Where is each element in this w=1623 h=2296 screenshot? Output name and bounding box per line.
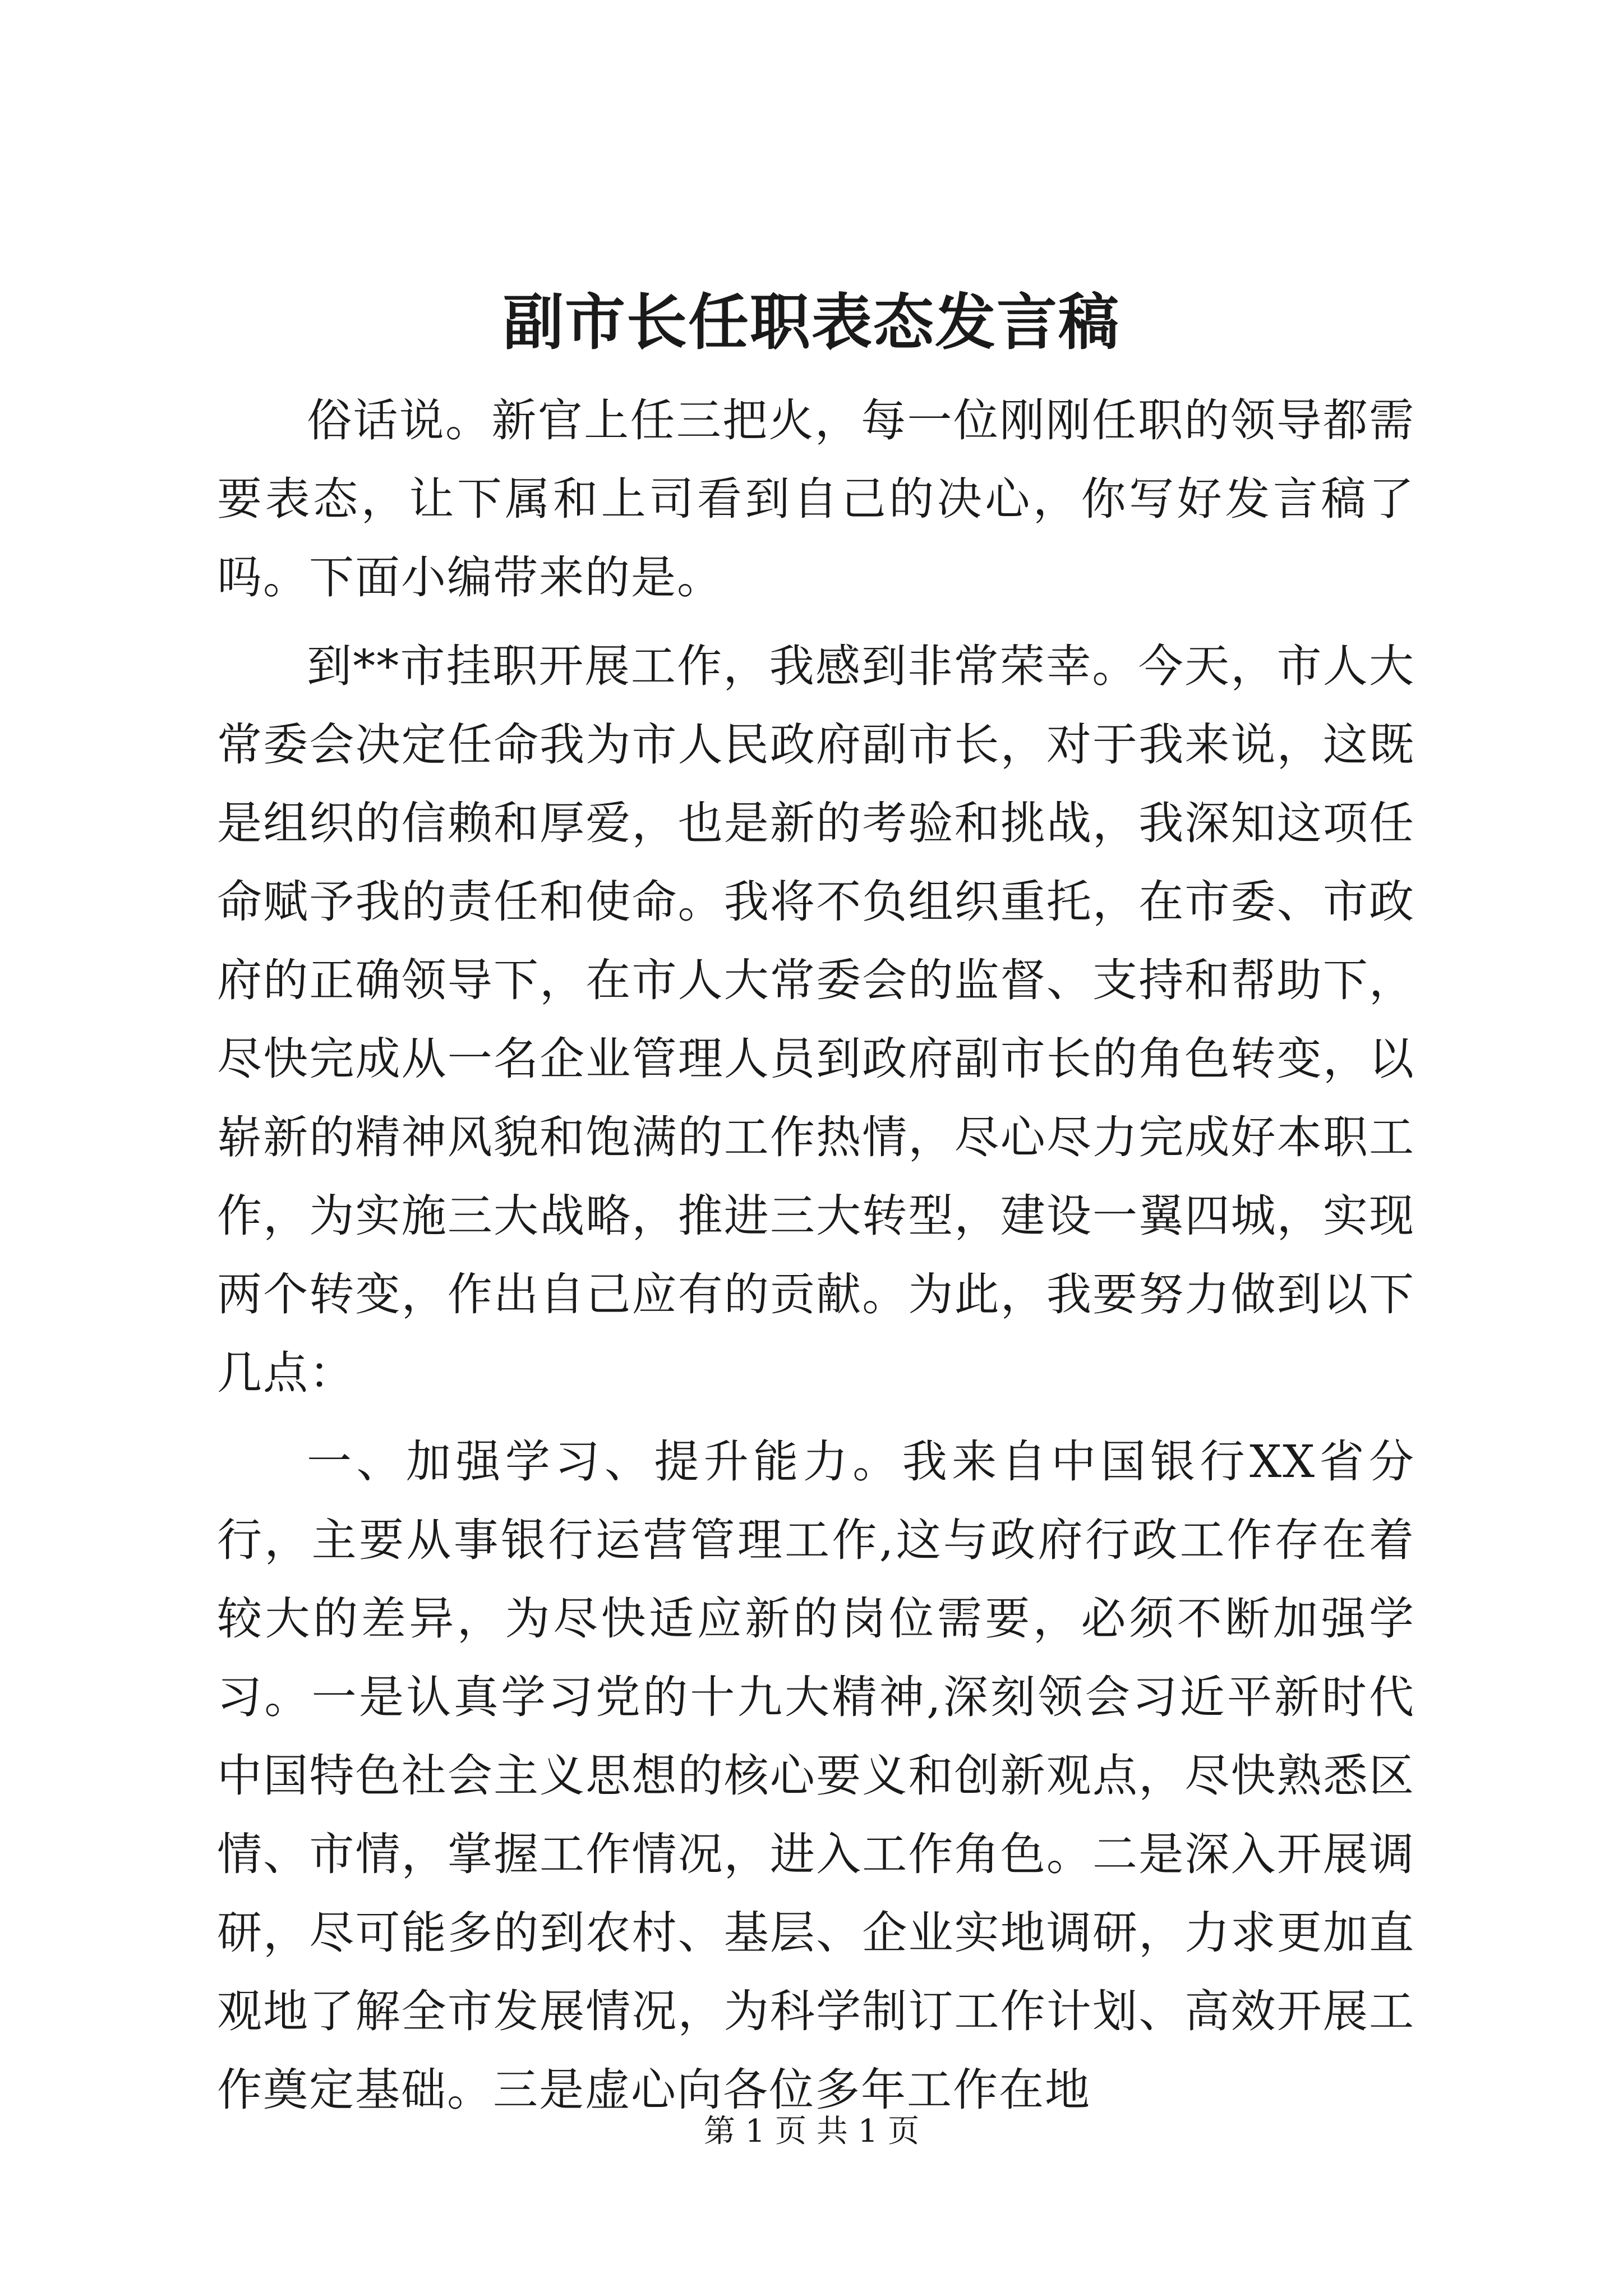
paragraph-appointment: 到**市挂职开展工作，我感到非常荣幸。今天，市人大常委会决定任命我为市人民政府副市长，对于我来说，这既是组织的信赖和厚爱，也是新的考验和挑战，我深知这项任命赋予我的责任和使命。我将不负组织重托，在市委、市政府的正确领导下，在市人大常委会的监督、支持和帮助下，尽快完成从一名企业管理人员到政府副市长的角色转变，以崭新的精神风貌和饱满的工作热情，尽心尽力完成好本职工作，为实施三大战略，推进三大转型，建设一翼四城，实现两个转变，作出自己应有的贡献。为此，我要努力做到以下几点： xyxy=(217,640,1415,1399)
document-title: 副市长任职表态发言稿 xyxy=(502,287,1120,358)
paragraph-point-one: 一、加强学习、提升能力。我来自中国银行XX省分行，主要从事银行运营管理工作,这与政府行政工作存在着较大的差异，为尽快适应新的岗位需要，必须不断加强学习。一是认真学习党的十九大精神,深刻领会习近平新时代中国特色社会主义思想的核心要义和创新观点，尽快熟悉区情、市情，掌握工作情况，进入工作角色。二是深入开展调研，尽可能多的到农村、基层、企业实地调研，力求更加直观地了解全市发展情况，为科学制订工作计划、高效开展工作奠定基础。三是虚心向各位多年工作在地 xyxy=(217,1435,1415,2116)
document-body xyxy=(217,381,1415,2139)
paragraph-intro: 俗话说。新官上任三把火，每一位刚刚任职的领导都需要表态，让下属和上司看到自己的决心，你写好发言稿了吗。下面小编带来的是。 xyxy=(217,394,1415,604)
page-footer: 第 1 页 共 1 页 xyxy=(703,2113,920,2150)
